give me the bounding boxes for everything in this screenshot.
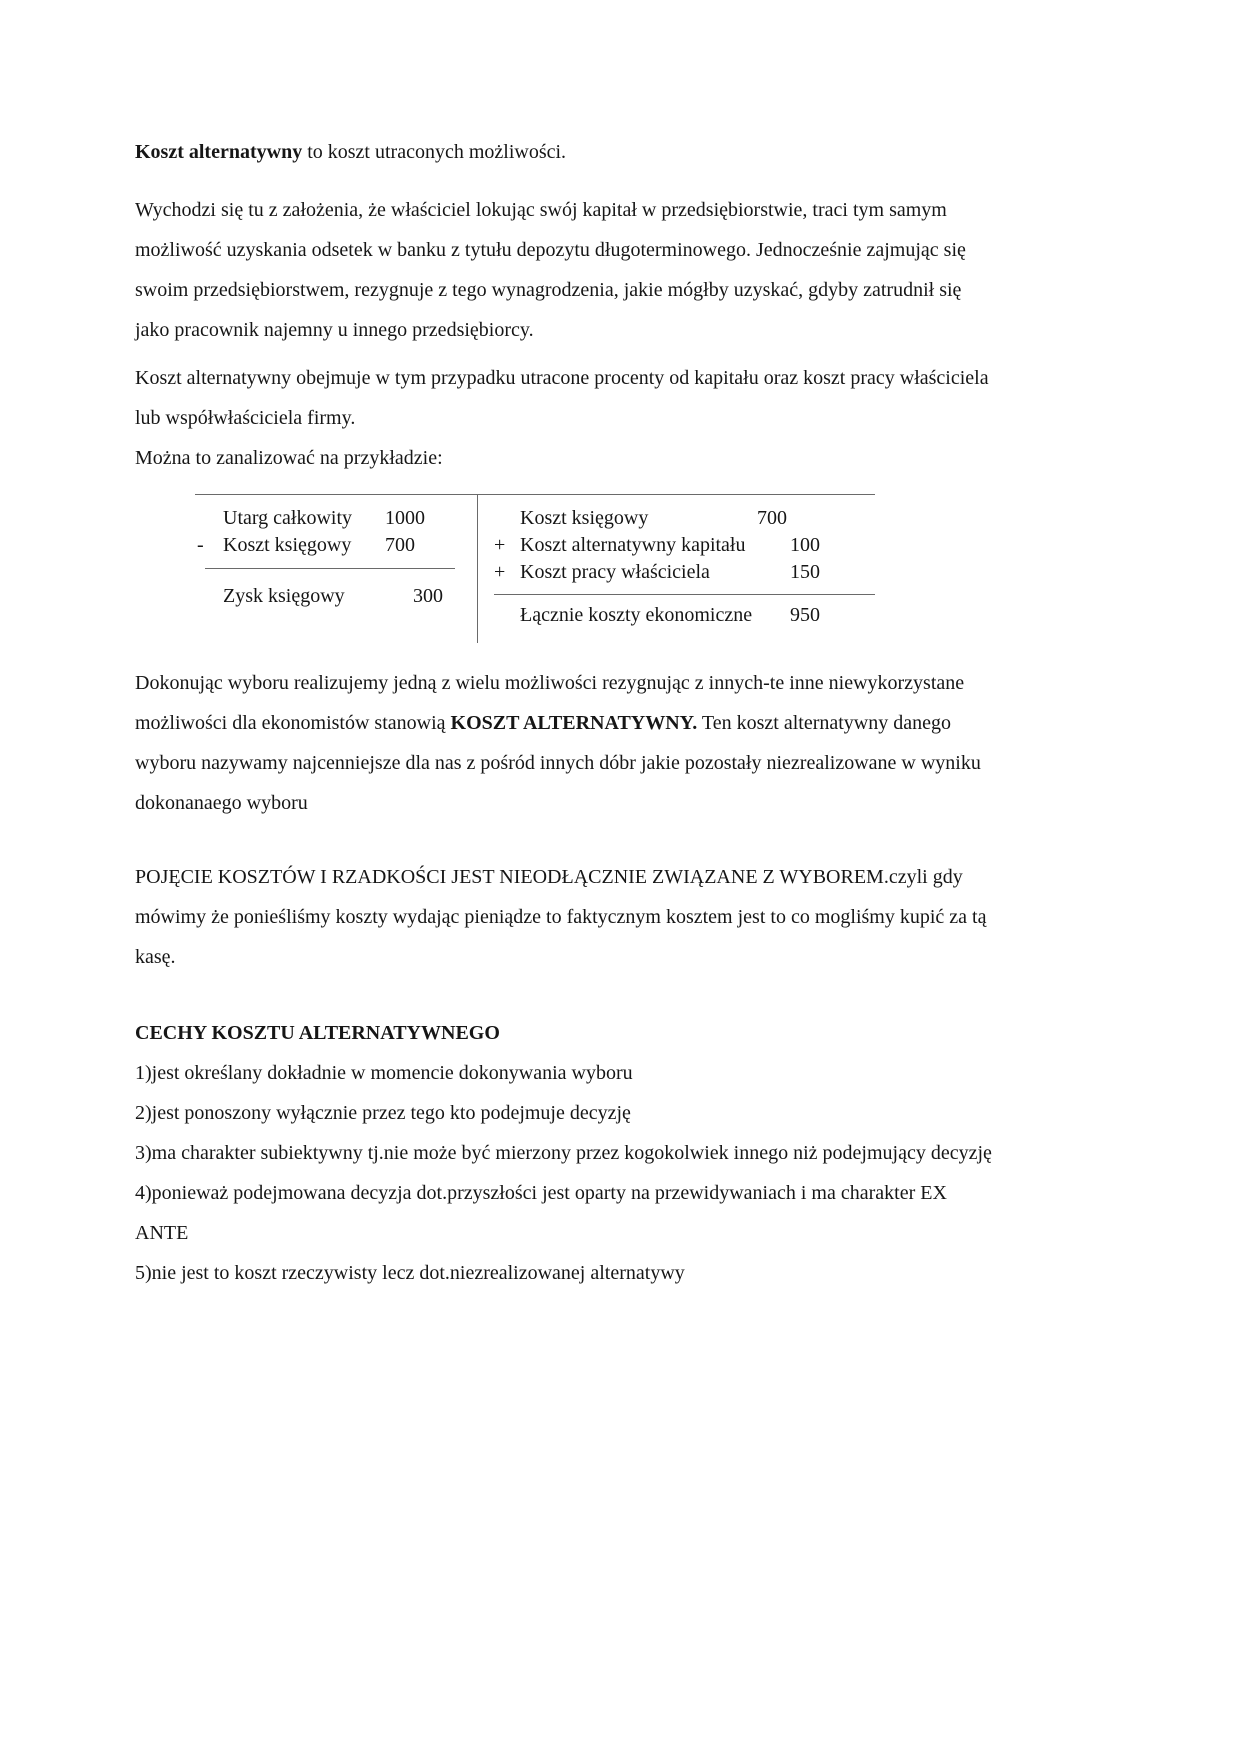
- table-row: [494, 559, 875, 586]
- feature-item-1: 1)jest określany dokładnie w momencie dokonywania wyboru: [135, 1062, 633, 1084]
- example-table: [195, 494, 875, 643]
- intro-text: to koszt utraconych możliwości.: [302, 141, 567, 163]
- choice-text-before: Dokonując wyboru realizujemy jedną z wielu możliwości rezygnując z innych-te inne niewykorzystane możliwości dla ekonomistów stanowią: [135, 672, 965, 734]
- choice-term: KOSZT ALTERNATYWNY.: [450, 712, 698, 734]
- choice-text-after: Ten koszt alternatywny danego wyboru nazywamy najcenniejsze dla nas z pośród innych dóbr jakie pozostały niezrealizowane w wyniku dokonanaego wyboru: [135, 712, 981, 814]
- table-row: [197, 532, 477, 559]
- table-row: [197, 505, 477, 532]
- row-value: 700: [757, 507, 787, 529]
- row-prefix: [494, 505, 516, 532]
- sum-rule-right: [494, 594, 875, 595]
- accounting-column: [195, 495, 478, 643]
- choice-paragraph: [135, 663, 995, 823]
- feature-item-2: 2)jest ponoszony wyłącznie przez tego kto podejmuje decyzję: [135, 1102, 631, 1124]
- table-row: [494, 532, 875, 559]
- row-value: 300: [413, 585, 443, 607]
- row-label: Utarg całkowity: [223, 507, 353, 529]
- features-heading: CECHY KOSZTU ALTERNATYWNEGO: [135, 1022, 500, 1044]
- intro-paragraph: [135, 132, 995, 172]
- row-label: Zysk księgowy: [223, 585, 345, 607]
- row-prefix: [197, 505, 219, 532]
- row-prefix: +: [494, 561, 506, 583]
- row-label: Koszt pracy właściciela: [520, 561, 710, 583]
- feature-item-5: 5)nie jest to koszt rzeczywisty lecz dot.niezrealizowanej alternatywy: [135, 1262, 685, 1284]
- table-total-row: [197, 583, 477, 610]
- table-total-row: [494, 602, 875, 629]
- row-value: 1000: [385, 507, 425, 529]
- table-row: [494, 505, 875, 532]
- row-value: 150: [790, 561, 820, 583]
- intro-term: Koszt alternatywny: [135, 141, 303, 163]
- feature-item-3: 3)ma charakter subiektywny tj.nie może być mierzony przez kogokolwiek innego niż podejmujący decyzję: [135, 1142, 992, 1164]
- assumption-paragraph: Wychodzi się tu z założenia, że właściciel lokując swój kapitał w przedsiębiorstwie, traci tym samym możliwość uzyskania odsetek w banku z tytułu depozytu długoterminowego. Jednocześnie zajmując się swoim przedsiębiorstwem, rezygnuje z tego wynagrodzenia, jakie mógłby uzyskać, gdyby zatrudnił się jako pracownik najemny u innego przedsiębiorcy.: [135, 199, 966, 341]
- row-prefix: -: [197, 534, 204, 556]
- sum-rule-left: [205, 568, 455, 569]
- row-prefix: [197, 583, 219, 610]
- row-label: Łącznie koszty ekonomiczne: [520, 604, 753, 626]
- cost-scope-paragraph: Koszt alternatywny obejmuje w tym przypadku utracone procenty od kapitału oraz koszt pracy właściciela lub współwłaściciela firmy.: [135, 367, 989, 429]
- example-intro-paragraph: Można to zanalizować na przykładzie:: [135, 447, 443, 469]
- row-prefix: [494, 602, 516, 629]
- row-label: Koszt księgowy: [520, 507, 649, 529]
- row-prefix: +: [494, 534, 506, 556]
- row-value: 100: [790, 534, 820, 556]
- row-value: 700: [385, 534, 415, 556]
- row-value: 950: [790, 604, 820, 626]
- row-label: Koszt alternatywny kapitału: [520, 534, 746, 556]
- feature-item-4: 4)ponieważ podejmowana decyzja dot.przyszłości jest oparty na przewidywaniach i ma charakter EX ANTE: [135, 1182, 947, 1244]
- concept-paragraph: POJĘCIE KOSZTÓW I RZADKOŚCI JEST NIEODŁĄCZNIE ZWIĄZANE Z WYBOREM.czyli gdy mówimy że ponieśliśmy koszty wydając pieniądze to faktycznym kosztem jest to co mogliśmy kupić za tą kasę.: [135, 866, 987, 968]
- economic-column: [478, 495, 875, 643]
- row-label: Koszt księgowy: [223, 534, 352, 556]
